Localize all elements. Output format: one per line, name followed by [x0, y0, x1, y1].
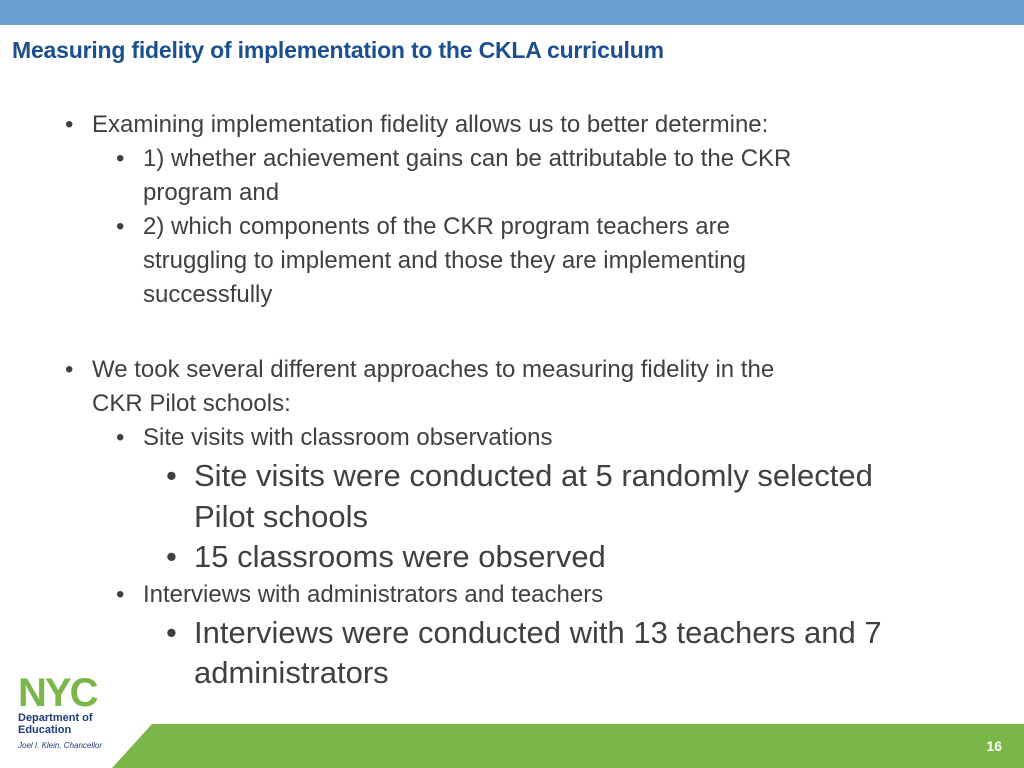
- bullet-icon: •: [166, 458, 177, 493]
- bullet-icon: •: [116, 581, 125, 608]
- logo-subtitle: Joel I. Klein, Chancellor: [18, 741, 103, 750]
- sub-sub-bullet-text: Pilot schools: [194, 499, 369, 534]
- sub-sub-bullet-text: 15 classrooms were observed: [194, 539, 606, 574]
- sub-bullet-text: Interviews with administrators and teachers: [143, 581, 604, 608]
- sub-sub-bullet-text: administrators: [194, 655, 389, 690]
- logo-line-1: Department of: [18, 712, 93, 724]
- footer-bar: [0, 724, 1024, 768]
- bullet-icon: •: [65, 356, 74, 383]
- sub-bullet-text: 2) which components of the CKR program teachers are: [143, 213, 730, 240]
- nyc-logo-icon: [18, 674, 122, 710]
- bullet-icon: •: [166, 539, 177, 574]
- bullet-icon: •: [116, 145, 125, 172]
- sub-sub-bullet-text: Site visits were conducted at 5 randomly selected: [194, 458, 873, 493]
- slide-title: Measuring fidelity of implementation to the CKLA curriculum: [12, 37, 664, 63]
- logo-line-2: Education: [18, 724, 72, 736]
- bullet-text: We took several different approaches to measuring fidelity in the: [92, 356, 775, 383]
- sub-bullet-text: 1) whether achievement gains can be attributable to the CKR: [143, 145, 792, 172]
- sub-bullet-text: Site visits with classroom observations: [143, 424, 553, 451]
- bullet-icon: •: [116, 213, 125, 240]
- sub-bullet-text: program and: [143, 179, 280, 206]
- logo-mark: NYC: [18, 674, 97, 710]
- bullet-icon: •: [166, 615, 177, 650]
- sub-bullet-text: successfully: [143, 281, 273, 308]
- sub-sub-bullet-text: Interviews were conducted with 13 teachers and 7: [194, 615, 882, 650]
- bullet-icon: •: [65, 111, 74, 138]
- header-accent-bar: [0, 0, 1024, 25]
- bullet-text: CKR Pilot schools:: [92, 390, 291, 417]
- bullet-text: Examining implementation fidelity allows us to better determine:: [92, 111, 769, 138]
- page-number: 16: [986, 738, 1002, 754]
- bullet-icon: •: [116, 424, 125, 451]
- sub-bullet-text: struggling to implement and those they are implementing: [143, 247, 746, 274]
